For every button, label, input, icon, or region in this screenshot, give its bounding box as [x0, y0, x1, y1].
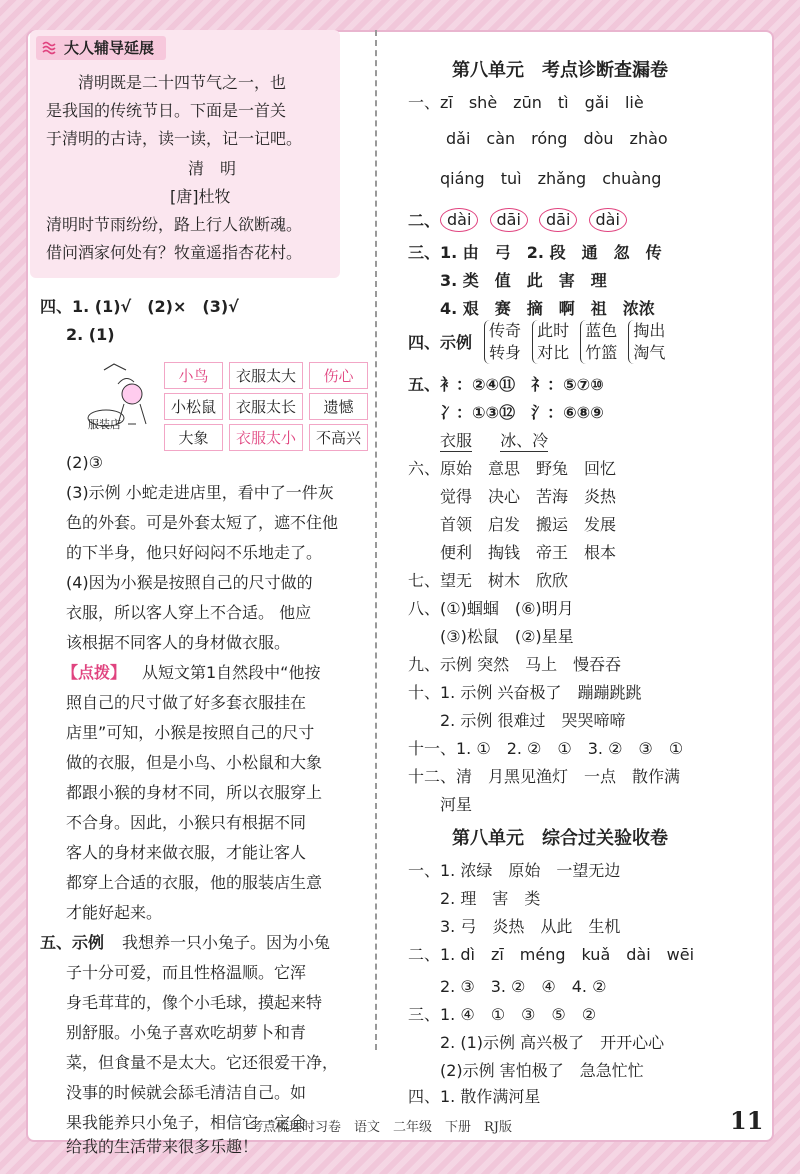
- word: 转身: [489, 343, 522, 362]
- table-cell: 衣服太大: [229, 362, 303, 389]
- answer-p12b: 河星: [440, 795, 473, 814]
- word: 淘气: [633, 343, 666, 362]
- circled-answer: dāi: [539, 208, 577, 232]
- tip-tag: 【点拨】: [62, 663, 127, 682]
- answer-q3c: (2)示例 害怕极了 急急忙忙: [440, 1061, 644, 1080]
- answer-p6-line: 首领 启发 搬运 发展: [440, 515, 617, 534]
- answer-4-3-line: 色的外套。可是外套太短了，遮不住他: [66, 513, 339, 532]
- word-pair: [580, 320, 617, 364]
- answer-p5a: 五、衤：②④⑪ 礻：⑤⑦⑩: [408, 375, 604, 394]
- answer-q1a: 一、1. 浓绿 原始 一望无边: [408, 861, 621, 880]
- answer-4-2b: (2)③: [66, 453, 104, 472]
- tip-line: 才能好起来。: [66, 903, 163, 922]
- answer-q3b: 2. (1)示例 高兴极了 开开心心: [440, 1033, 665, 1052]
- answer-4-4-line: (4)因为小猴是按照自己的尺寸做的: [66, 573, 313, 592]
- tip-line: 店里”可知，小猴是按照自己的尺寸: [66, 723, 315, 742]
- answer-q3a: 三、1. ④ ① ③ ⑤ ②: [408, 1005, 597, 1024]
- word: 竹篮: [585, 343, 618, 362]
- shop-sign: 服装店: [88, 418, 121, 431]
- word-pair: [532, 320, 569, 364]
- answer-p5c: [440, 430, 548, 452]
- tip-line: 照自己的尺寸做了好多套衣服挂在: [66, 693, 307, 712]
- answer-p9: 九、示例 突然 马上 慢吞吞: [408, 655, 622, 674]
- table-cell: 遗憾: [309, 393, 368, 420]
- page-footer: 考点梳理时习卷 语文 二年级 下册 RJ版: [250, 1120, 512, 1135]
- answer-p1c: qiáng tuì zhǎng chuàng: [440, 169, 662, 188]
- word-pair: [484, 320, 521, 364]
- tip-line: 不合身。因此，小猴只有根据不同: [66, 813, 307, 832]
- table-row: [164, 362, 368, 389]
- tip-line: 做的衣服，但是小鸟、小松鼠和大象: [66, 753, 323, 772]
- circled-answer: dài: [440, 208, 478, 232]
- answer-5-line: 子十分可爱，而且性格温顺。它浑: [66, 963, 307, 982]
- answer-p5b: 冫：①③⑫ 氵：⑥⑧⑨: [440, 403, 604, 422]
- circled-answer: dài: [589, 208, 627, 232]
- answer-p6-line: 便利 掏钱 帝王 根本: [440, 543, 617, 562]
- answer-p7: 七、望无 树木 欣欣: [408, 571, 569, 590]
- adult-guidance-box: [30, 30, 340, 278]
- answer-p6-line: 觉得 决心 苦海 炎热: [440, 487, 617, 506]
- answer-5-line: 身毛茸茸的，像个小毛球，摸起来特: [66, 993, 323, 1012]
- answer-5-line: 给我的生活带来很多乐趣！: [66, 1137, 259, 1156]
- poem-line: 借问酒家何处有？牧童遥指杏花村。: [46, 243, 303, 262]
- answer-4-3-line: (3)示例 小蛇走进店里，看中了一件灰: [66, 483, 334, 502]
- answer-p8a: 八、(①)蝈蝈 (⑥)明月: [408, 599, 574, 618]
- answer-q1b: 2. 理 害 类: [440, 889, 541, 908]
- answer-p3b: 3. 类 值 此 害 理: [440, 271, 607, 290]
- word-pair: [628, 320, 665, 364]
- answer-p2-lead: 二、: [408, 211, 441, 230]
- answer-5-lead: 五、示例: [40, 933, 105, 952]
- wave-icon: [42, 40, 58, 56]
- answer-p1b: dǎi càn róng dòu zhào: [446, 129, 668, 148]
- table-cell: 衣服太小: [229, 424, 303, 451]
- adult-text-line: 是我国的传统节日。下面是一首关: [46, 101, 287, 120]
- answer-4-4-line: 该根据不同客人的身材做衣服。: [66, 633, 291, 652]
- answer-p6-line: 六、原始 意思 野兔 回忆: [408, 459, 617, 478]
- table-cell: 大象: [164, 424, 223, 451]
- section-title: 第八单元 考点诊断查漏卷: [452, 60, 668, 81]
- table-cell: 小松鼠: [164, 393, 223, 420]
- answer-5-line: 没事的时候就会舔毛清洁自己。如: [66, 1083, 307, 1102]
- answer-4-3-line: 的下半身，他只好闷闷不乐地走了。: [66, 543, 323, 562]
- word: 传奇: [489, 321, 522, 340]
- poem-line: 清明时节雨纷纷，路上行人欲断魂。: [46, 215, 303, 234]
- answer-4-2: 2. (1): [66, 325, 115, 344]
- answer-q2a: 二、1. dì zī méng kuǎ dài wēi: [408, 945, 695, 964]
- table-row: [164, 393, 368, 420]
- answer-q1c: 3. 弓 炎热 从此 生机: [440, 917, 621, 936]
- adult-text-line: 清明既是二十四节气之一，也: [78, 73, 287, 92]
- answer-p3a: 三、1. 由 弓 2. 段 通 忽 传: [408, 243, 662, 262]
- circled-answer: dāi: [490, 208, 528, 232]
- answer-5-line: 别舒服。小兔子喜欢吃胡萝卜和青: [66, 1023, 307, 1042]
- answer-5-line: 果我能养只小兔子，相信它一定会: [66, 1113, 307, 1132]
- word: 掏出: [633, 321, 666, 340]
- adult-tag-label: 大人辅导延展: [64, 39, 155, 57]
- table-cell: 衣服太长: [229, 393, 303, 420]
- tip-line: 客人的身材来做衣服，才能让客人: [66, 843, 307, 862]
- answer-p2-row: [440, 208, 633, 232]
- answer-4-4-line: 衣服，所以客人穿上不合适。 他应: [66, 603, 312, 622]
- tip-line: 从短文第1自然段中“他按: [142, 663, 321, 682]
- underlined-word: 冰、冷: [500, 431, 549, 450]
- word: 对比: [537, 343, 570, 362]
- table-cell: 不高兴: [309, 424, 368, 451]
- answer-p1a: 一、zī shè zūn tì gǎi liè: [408, 93, 644, 112]
- answer-p4-pairs: [484, 320, 671, 364]
- tip-line: 都穿上合适的衣服，他的服装店生意: [66, 873, 323, 892]
- section-title: 第八单元 综合过关验收卷: [452, 828, 668, 849]
- underlined-word: 衣服: [440, 431, 473, 450]
- column-divider: [375, 30, 377, 1050]
- answer-5-line: 菜，但食量不是太大。它还很爱干净，: [66, 1053, 339, 1072]
- answer-p4-lead: 四、示例: [408, 333, 473, 352]
- matching-table: [158, 358, 374, 455]
- answer-5-line: 我想养一只小兔子。因为小兔: [122, 933, 331, 952]
- word: 蓝色: [585, 321, 618, 340]
- word: 此时: [537, 321, 570, 340]
- poem-author: [唐]杜牧: [170, 187, 231, 206]
- answer-p10a: 十、1. 示例 兴奋极了 蹦蹦跳跳: [408, 683, 642, 702]
- page-number: 11: [730, 1106, 764, 1135]
- table-row: [164, 424, 368, 451]
- adult-text-line: 于清明的古诗，读一读，记一记吧。: [46, 129, 303, 148]
- tip-line: 都跟小猴的身材不同，所以衣服穿上: [66, 783, 323, 802]
- poem-title: 清 明: [188, 159, 237, 178]
- answer-p11: 十一、1. ① 2. ② ① 3. ② ③ ①: [408, 739, 684, 758]
- table-cell: 小鸟: [164, 362, 223, 389]
- answer-p8b: (③)松鼠 (②)星星: [440, 627, 574, 646]
- table-cell: 伤心: [309, 362, 368, 389]
- answer-p3c: 4. 艰 赛 摘 啊 祖 浓浓: [440, 299, 655, 318]
- answer-p10b: 2. 示例 很难过 哭哭啼啼: [440, 711, 626, 730]
- answer-q4: 四、1. 散作满河星: [408, 1087, 541, 1106]
- answer-q2b: 2. ③ 3. ② ④ 4. ②: [440, 977, 607, 996]
- answer-4-1: 四、1. (1)√ (2)× (3)√: [40, 297, 239, 316]
- answer-p12a: 十二、清 月黑见渔灯 一点 散作满: [408, 767, 681, 786]
